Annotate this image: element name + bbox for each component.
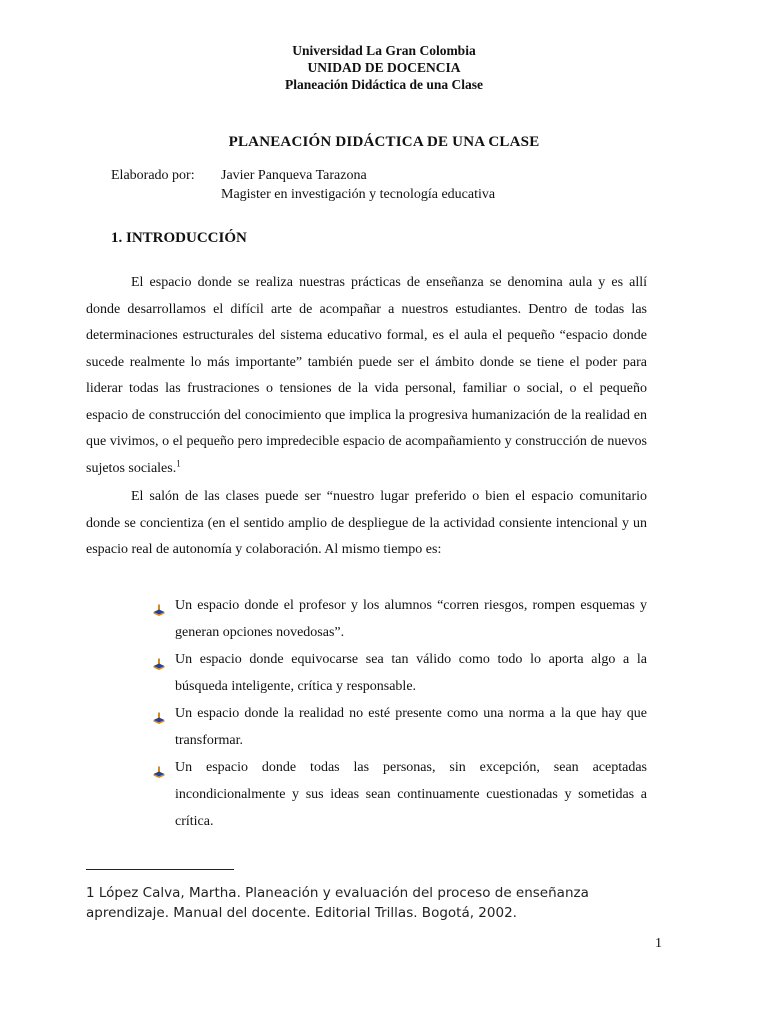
list-item — [150, 754, 647, 835]
list-item — [150, 700, 647, 754]
author-name: Javier Panqueva Tarazona — [221, 168, 367, 183]
author-block — [111, 166, 495, 204]
bullet-list — [150, 592, 647, 835]
list-item-text: Un espacio donde equivocarse sea tan válido como todo lo aporta algo a la búsqueda inteligente, crítica y responsable. — [175, 652, 647, 694]
list-item-text: Un espacio donde el profesor y los alumnos “corren riesgos, rompen esquemas y generan opciones novedosas”. — [175, 598, 647, 640]
author-label: Elaborado por: — [111, 168, 195, 183]
header-unit: UNIDAD DE DOCENCIA — [307, 60, 461, 75]
list-item-text: Un espacio donde la realidad no esté presente como una norma a la que hay que transformar. — [175, 706, 647, 748]
book-bullet-icon — [153, 599, 165, 611]
book-bullet-icon — [153, 707, 165, 719]
author-degree: Magister en investigación y tecnología educativa — [221, 187, 496, 202]
footnote: 1 López Calva, Martha. Planeación y evaluación del proceso de enseñanza aprendizaje. Manual del docente. Editorial Trillas. Bogotá, 2002. — [86, 885, 589, 921]
footnote-separator — [86, 869, 234, 870]
paragraph-classroom — [86, 484, 647, 564]
document-title: PLANEACIÓN DIDÁCTICA DE UNA CLASE — [228, 134, 540, 150]
paragraph-intro-text: El espacio donde se realiza nuestras prácticas de enseñanza se denomina aula y es allí donde desarrollamos el difícil arte de acompañar a nuestros estudiantes. Dentro de todas las determinaciones estructurales del sistema educativo formal, es el aula el pequeño “espacio donde sucede realmente lo más importante” también puede ser el ámbito donde se tiene el poder para liderar todas las frustraciones o tensiones de la vida personal, familiar o social, o el pequeño espacio de construcción del conocimiento que implica la progresiva humanización de la realidad en que vivimos, o el pequeño pero impredecible espacio de acompañamiento y construcción de nuevos sujetos sociales. — [86, 275, 647, 476]
list-item-text: Un espacio donde todas las personas, sin excepción, sean aceptadas incondicionalmente y sus ideas sean continuamente cuestionadas y sometidas a crítica. — [175, 760, 647, 829]
footnote-reference[interactable]: 1 — [176, 457, 181, 468]
book-bullet-icon — [153, 761, 165, 773]
header-subject: Planeación Didáctica de una Clase — [285, 77, 483, 92]
paragraph-intro — [86, 270, 647, 482]
page-number: 1 — [655, 936, 662, 951]
list-item — [150, 646, 647, 700]
section-heading: 1. INTRODUCCIÓN — [111, 230, 247, 246]
book-bullet-icon — [153, 653, 165, 665]
list-item — [150, 592, 647, 646]
document-header — [0, 42, 768, 93]
header-university: Universidad La Gran Colombia — [292, 43, 476, 58]
paragraph-classroom-text: El salón de las clases puede ser “nuestro lugar preferido o bien el espacio comunitario donde se concientiza (en el sentido amplio de despliegue de la actividad consiente intencional y un espacio real de autonomía y colaboración. Al mismo tiempo es: — [86, 489, 647, 557]
